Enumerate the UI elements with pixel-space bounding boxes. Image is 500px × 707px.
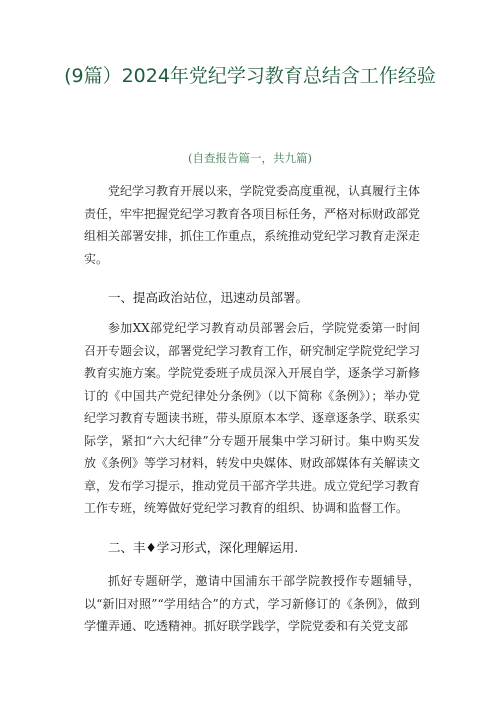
section-1-paragraph: 参加XX部党纪学习教育动员部署会后，学院党委第一时间召开专题会议，部署党纪学习教育工作，研究制定学院党纪学习教育实施方案。学院党委班子成员深入开展自学，逐条学习新修订的《中国共产党纪律处分条例》（以下简称《条例》）；举办党纪学习教育专题读书班，带头原原本本学、逐章逐条学、联系实际学，紧扣“六大纪律”分专题开展集中学习研讨。集中购买发放《条例》等学习材料，转发中央媒体、财政部媒体有关解读文章，发布学习提示，推动党员干部齐学共进。成立党纪学习教育工作专班，统筹做好党纪学习教育的组织、协调和监督工作。	[84, 321, 421, 515]
section-heading-1: 一、提高政治站位，迅速动员部署。	[108, 290, 309, 305]
document-title: (9篇）2024年党纪学习教育总结含工作经验	[64, 65, 436, 87]
section-heading-2: 二、丰♦学习形式，深化理解运用.	[108, 540, 299, 555]
section-2-paragraph: 抓好专题研学，邀请中国浦东干部学院教授作专题辅导，以“新旧对照”“学用结合”的方式，学习新修订的《条例》，做到学懂弄通、吃透精神。抓好联学践学，学院党委和有关党支部	[84, 574, 420, 633]
document-subtitle: (自查报告篇一，共九篇)	[188, 151, 312, 165]
intro-paragraph: 党纪学习教育开展以来，学院党委高度重视，认真履行主体责任，牢牢把握党纪学习教育各项目标任务，严格对标财政部党组相关部署安排，抓住工作重点，系统推动党纪学习教育走深走实。	[84, 184, 421, 266]
